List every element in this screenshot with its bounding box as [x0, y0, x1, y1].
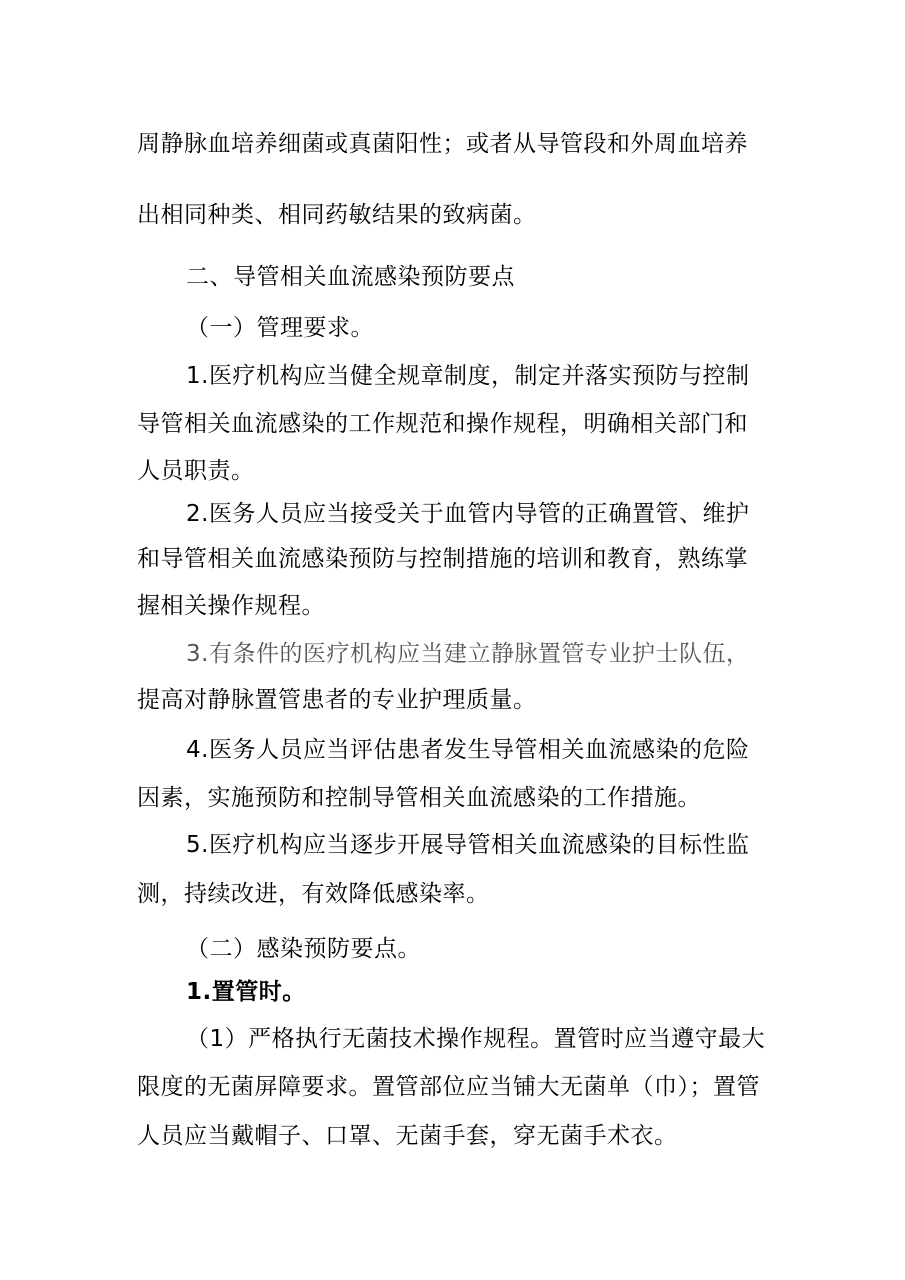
text-line: 2.医务人员应当接受关于血管内导管的正确置管、维护 — [186, 501, 750, 527]
text-line: 4.医务人员应当评估患者发生导管相关血流感染的危险 — [186, 737, 750, 763]
text-line: 1.医疗机构应当健全规章制度，制定并落实预防与控制 — [186, 363, 750, 389]
text-line: 5.医疗机构应当逐步开展导管相关血流感染的目标性监 — [186, 832, 750, 858]
text-line: 人员职责。 — [137, 458, 255, 484]
text-line: （1）严格执行无菌技术操作规程。置管时应当遵守最大 — [186, 1026, 766, 1052]
subsection-heading: （一）管理要求。 — [186, 315, 374, 341]
text-line: 握相关操作规程。 — [137, 593, 325, 619]
text-line: 限度的无菌屏障要求。置管部位应当铺大无菌单（巾）；置管 — [137, 1074, 760, 1100]
text-line: 提高对静脉置管患者的专业护理质量。 — [137, 687, 537, 713]
text-line: 和导管相关血流感染预防与控制措施的培训和教育，熟练掌 — [137, 546, 748, 572]
text-line: 测，持续改进，有效降低感染率。 — [137, 881, 490, 907]
text-line: 3.有条件的医疗机构应当建立静脉置管专业护士队伍， — [186, 641, 750, 667]
bold-heading: 1.置管时。 — [186, 979, 306, 1005]
section-heading: 二、导管相关血流感染预防要点 — [186, 264, 515, 290]
text-line: 导管相关血流感染的工作规范和操作规程，明确相关部门和 — [137, 411, 748, 437]
text-line: 周静脉血培养细菌或真菌阳性；或者从导管段和外周血培养 — [137, 131, 748, 157]
subsection-heading: （二）感染预防要点。 — [186, 936, 421, 962]
text-line: 因素，实施预防和控制导管相关血流感染的工作措施。 — [137, 785, 701, 811]
text-line: 出相同种类、相同药敏结果的致病菌。 — [137, 202, 537, 228]
text-line: 人员应当戴帽子、口罩、无菌手套，穿无菌手术衣。 — [137, 1123, 678, 1149]
